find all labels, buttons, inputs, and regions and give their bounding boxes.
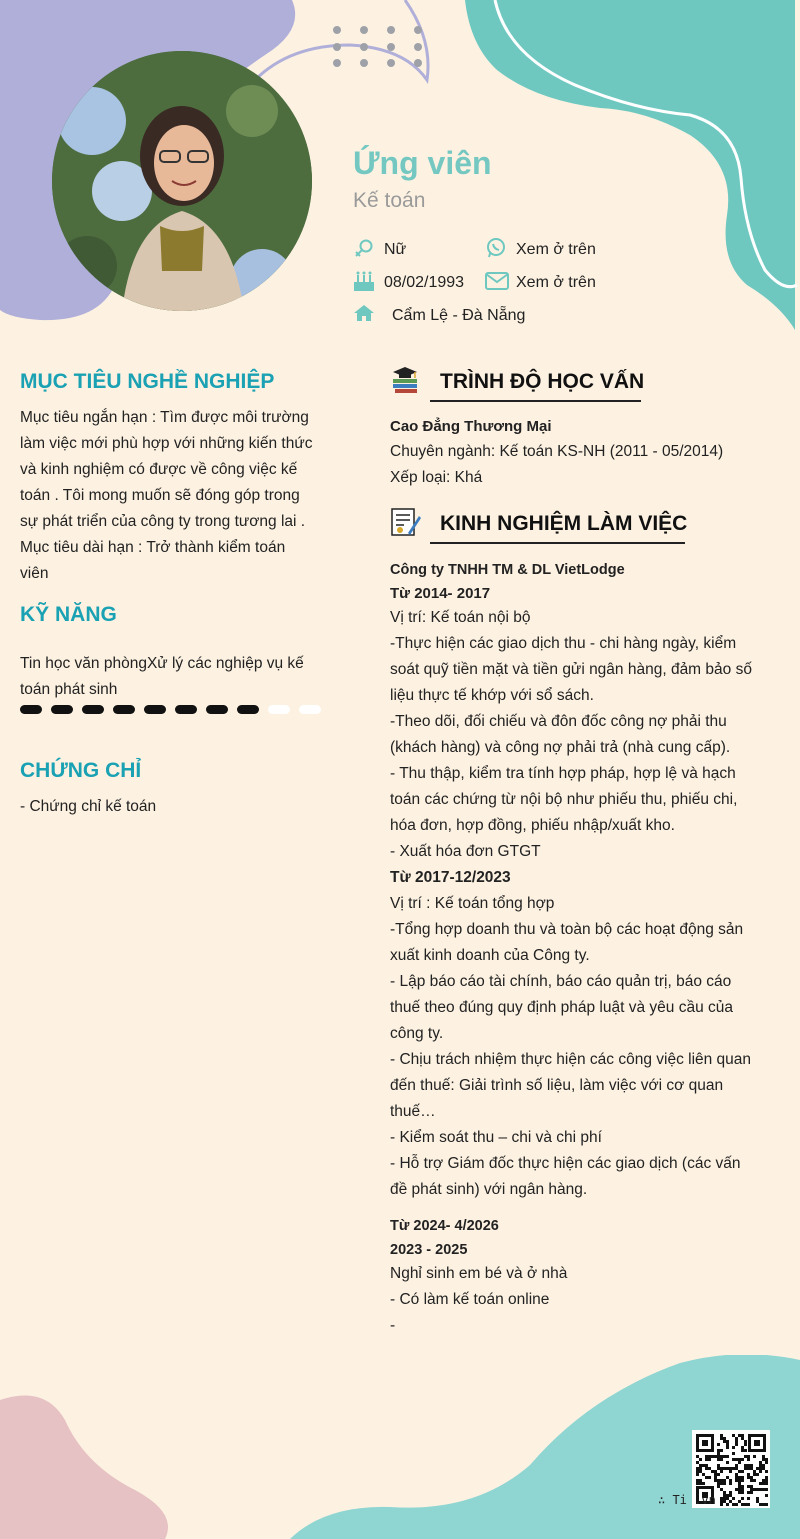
candidate-name: Ứng viên bbox=[353, 145, 492, 181]
period-2024-2026: Từ 2024- 4/2026 bbox=[390, 1218, 499, 1234]
skill-level-dash bbox=[299, 705, 321, 714]
objective-text: Mục tiêu ngắn hạn : Tìm được môi trường làm việc mới phù hợp với những kiến thức và kinh nghiệm có được về công việc kế toán . Tôi mong muốn sẽ đóng góp trong sự phát triển của công ty trong tương lai . Mục tiêu dài hạn : Trở thành kiểm toán viên bbox=[20, 409, 313, 582]
gender-value: Nữ bbox=[384, 241, 407, 258]
skill-level-dash bbox=[268, 705, 290, 714]
certificate-item: - Chứng chỉ kế toán bbox=[20, 798, 157, 815]
period-2014-2017: Từ 2014- 2017 bbox=[390, 585, 491, 602]
skill-level-dash bbox=[113, 705, 135, 714]
skill-level-dash bbox=[82, 705, 104, 714]
experience-heading: KINH NGHIỆM LÀM VIỆC bbox=[440, 512, 688, 535]
skill-level-dash bbox=[206, 705, 228, 714]
education-rank: Xếp loại: Khá bbox=[390, 469, 483, 486]
profile-photo bbox=[52, 51, 312, 311]
period-2017-2023: Từ 2017-12/2023 bbox=[390, 869, 511, 886]
skill-level-dash bbox=[144, 705, 166, 714]
home-icon bbox=[353, 304, 375, 322]
pink-blob bbox=[0, 1395, 180, 1539]
experience-block-2: Vị trí : Kế toán tổng hợp -Tổng hợp doanh thu và toàn bộ các hoạt động sản xuất kinh doanh của Công ty. - Lập báo cáo tài chính, báo cáo quản trị, báo cáo thuế theo đúng quy định pháp luật và yêu cầu của công ty. - Chịu trách nhiệm thực hiện các công việc liên quan đến thuế: Giải trình số liệu, làm việc với cơ quan thuế… - Kiểm soát thu – chi và chi phí - Hỗ trợ Giám đốc thực hiện các giao dịch (các vấn đề phát sinh) với ngân hàng. bbox=[390, 895, 752, 1198]
skill-level-dash bbox=[175, 705, 197, 714]
experience-heading-rule bbox=[430, 542, 685, 544]
address-value: Cẩm Lệ - Đà Nẵng bbox=[392, 307, 526, 324]
birthday-cake-icon bbox=[353, 270, 375, 292]
work-certificate-icon bbox=[390, 507, 422, 537]
school-name: Cao Đẳng Thương Mại bbox=[390, 418, 552, 435]
skill-level-dash bbox=[51, 705, 73, 714]
certificates-heading: CHỨNG CHỈ bbox=[20, 759, 142, 782]
experience-block-3: Nghỉ sinh em bé và ở nhà - Có làm kế toán online - bbox=[390, 1265, 568, 1334]
skill-text: Tin học văn phòngXử lý các nghiệp vụ kế toán phát sinh bbox=[20, 655, 304, 698]
skills-heading: KỸ NĂNG bbox=[20, 603, 117, 626]
education-heading-rule bbox=[430, 400, 641, 402]
phone-value: Xem ở trên bbox=[516, 241, 596, 258]
gender-icon bbox=[353, 238, 375, 260]
education-heading: TRÌNH ĐỘ HỌC VẤN bbox=[440, 370, 645, 393]
objective-heading: MỤC TIÊU NGHỀ NGHIỆP bbox=[20, 370, 275, 393]
period-2023-2025: 2023 - 2025 bbox=[390, 1242, 468, 1258]
graduation-books-icon bbox=[390, 365, 420, 395]
envelope-icon bbox=[485, 272, 509, 290]
experience-block-1: Vị trí: Kế toán nội bộ -Thực hiện các giao dịch thu - chi hàng ngày, kiểm soát quỹ tiền mặt và tiền gửi ngân hàng, đảm bảo số liệu thực tế khớp với sổ sách. -Theo dõi, đối chiếu và đôn đốc công nợ phải thu (khách hàng) và công nợ phải trả (nhà cung cấp). - Thu thập, kiểm tra tính hợp pháp, hợp lệ và hạch toán các chứng từ nội bộ như phiếu thu, phiếu chi, hóa đơn, hợp đồng, phiếu nhập/xuất kho. - Xuất hóa đơn GTGT bbox=[390, 609, 752, 860]
site-watermark: ∴ Ti .vn bbox=[658, 1493, 716, 1507]
email-value: Xem ở trên bbox=[516, 274, 596, 291]
whatsapp-icon bbox=[485, 237, 507, 259]
skill-level-dash bbox=[237, 705, 259, 714]
education-major: Chuyên ngành: Kế toán KS-NH (2011 - 05/2014) bbox=[390, 443, 724, 460]
job-title: Kế toán bbox=[353, 189, 426, 212]
company-name: Công ty TNHH TM & DL VietLodge bbox=[390, 562, 625, 578]
skill-level-dash bbox=[20, 705, 42, 714]
birthday-value: 08/02/1993 bbox=[384, 274, 465, 291]
dot-pattern bbox=[333, 26, 425, 70]
